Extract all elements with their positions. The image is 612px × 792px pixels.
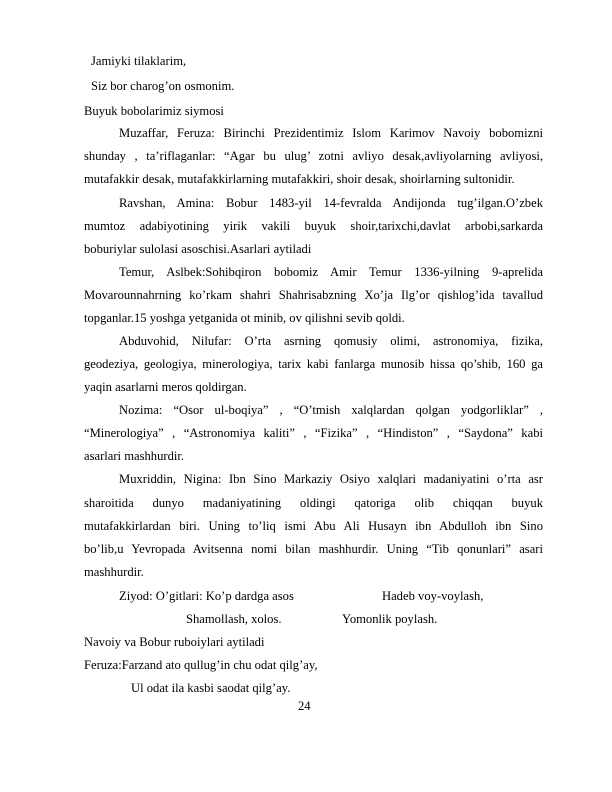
paragraph-3-line-1: Temur, Aslbek:Sohibqiron bobomiz Amir Temur 1336-yilning 9-aprelida: [119, 265, 543, 279]
paragraph-3-line-3: topganlar.15 yoshga yetganida ot minib, ov qilishni sevib qoldi.: [84, 311, 405, 325]
verse-line-1-left: Ziyod: O’gitlari: Ko’p dardga asos: [119, 589, 294, 603]
paragraph-6-line-2: sharoitida dunyo madaniyatining oldingi qatoriga olib chiqqan buyuk: [84, 496, 543, 510]
section-title: Buyuk bobolarimiz siymosi: [84, 104, 224, 118]
paragraph-6-line-1: Muxriddin, Nigina: Ibn Sino Markaziy Osiyo xalqlari madaniyatini o’rta asr: [119, 472, 543, 486]
subtitle-ruboiy: Navoiy va Bobur ruboiylari aytiladi: [84, 635, 265, 649]
verse-line-1-right: Hadeb voy-voylash,: [382, 589, 484, 603]
paragraph-1-line-3: mutafakkir desak, mutafakkirlarning mutafakkiri, shoir desak, shoirlarning sultonidir.: [84, 172, 515, 186]
paragraph-4-line-2: geodeziya, geologiya, minerologiya, tarix kabi fanlarga munosib hissa qo’shib, 160 ga: [84, 357, 543, 371]
poem-intro-line-2: Siz bor charog’on osmonim.: [91, 79, 235, 93]
paragraph-2-line-1: Ravshan, Amina: Bobur 1483-yil 14-fevralda Andijonda tug’ilgan.O’zbek: [119, 196, 543, 210]
poem-intro-line-1: Jamiyki tilaklarim,: [91, 54, 187, 68]
verse-line-2-right: Yomonlik poylash.: [342, 612, 438, 626]
paragraph-4-line-1: Abduvohid, Nilufar: O’rta asrning qomusiy olimi, astronomiya, fizika,: [119, 334, 543, 348]
paragraph-5-line-2: “Minerologiya” , “Astronomiya kaliti” , “Fizika” , “Hindiston” , “Saydona” kabi: [84, 426, 543, 440]
paragraph-6-line-3: mutafakkirlardan biri. Uning to’liq ismi Abu Ali Husayn ibn Abdulloh ibn Sino: [84, 519, 543, 533]
feruza-line-2: Ul odat ila kasbi saodat qilg’ay.: [131, 681, 291, 695]
feruza-line-1: Feruza:Farzand ato qullug’in chu odat qilg’ay,: [84, 658, 318, 672]
paragraph-5-line-1: Nozima: “Osor ul-boqiya” , “O’tmish xalqlardan qolgan yodgorliklar” ,: [119, 403, 543, 417]
page-number: 24: [298, 699, 311, 713]
paragraph-2-line-2: mumtoz adabiyotining yirik vakili buyuk shoir,tarixchi,davlat arbobi,sarkarda: [84, 219, 543, 233]
paragraph-1-line-1: Muzaffar, Feruza: Birinchi Prezidentimiz Islom Karimov Navoiy bobomizni: [119, 126, 543, 140]
paragraph-4-line-3: yaqin asarlarni meros qoldirgan.: [84, 380, 247, 394]
paragraph-5-line-3: asarlari mashhurdir.: [84, 449, 185, 463]
paragraph-6-line-5: mashhurdir.: [84, 565, 144, 579]
paragraph-2-line-3: boburiylar sulolasi asoschisi.Asarlari aytiladi: [84, 242, 312, 256]
paragraph-1-line-2: shunday , ta’riflaganlar: “Agar bu ulug’ zotni avliyo desak,avliyolarning avliyosi,: [84, 149, 543, 163]
verse-line-2-left: Shamollash, xolos.: [186, 612, 282, 626]
paragraph-3-line-2: Movarounnahrning ko’rkam shahri Shahrisabzning Xo’ja Ilg’or qishlog’ida tavallud: [84, 288, 543, 302]
paragraph-6-line-4: bo’lib,u Yevropada Avitsenna nomi bilan mashhurdir. Uning “Tib qonunlari” asari: [84, 542, 543, 556]
